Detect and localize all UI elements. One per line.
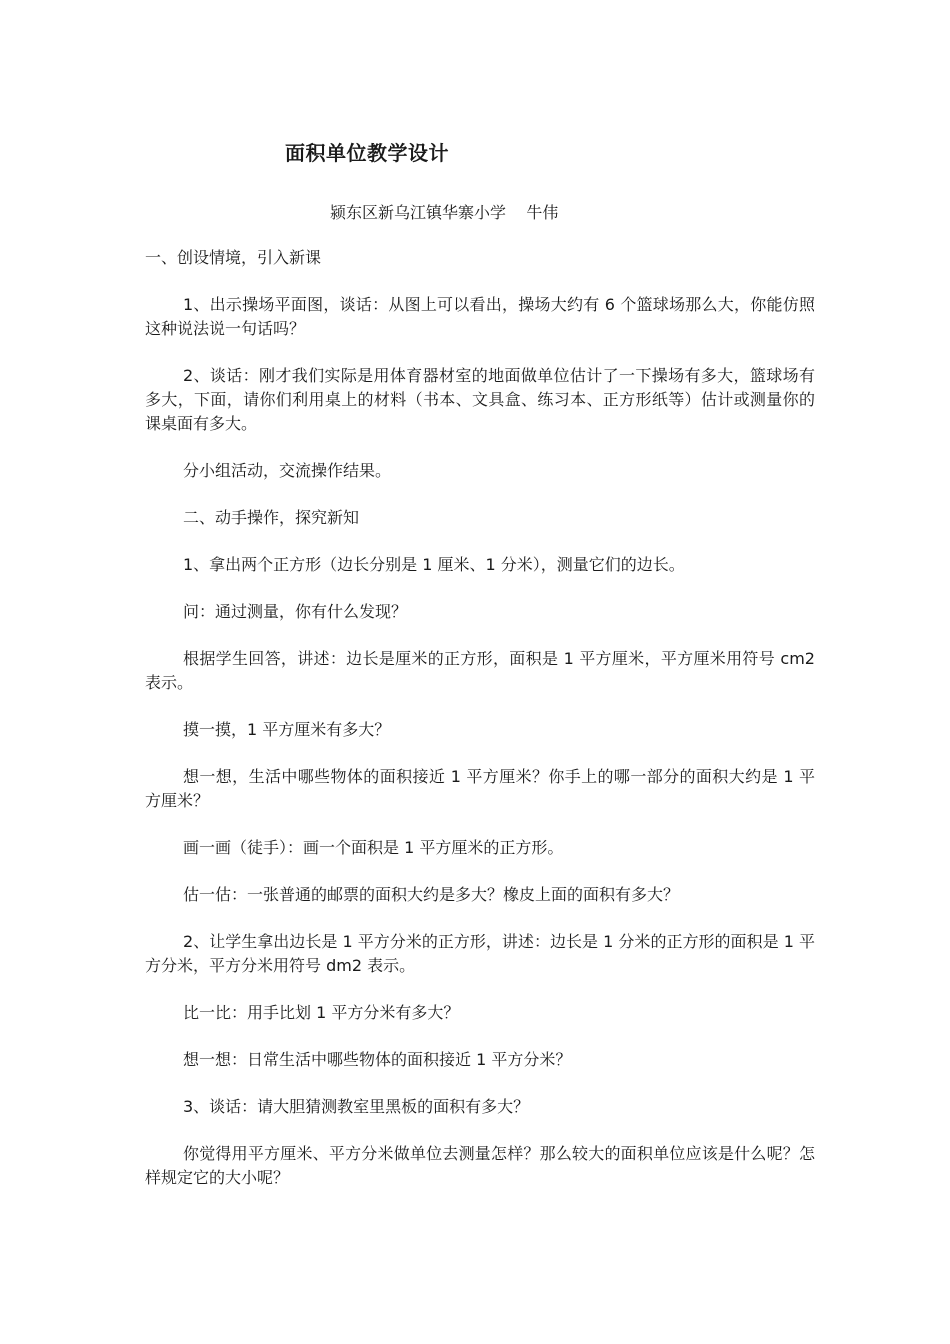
paragraph: 1、拿出两个正方形（边长分别是 1 厘米、1 分米），测量它们的边长。 xyxy=(183,555,685,574)
paragraph: 摸一摸，1 平方厘米有多大？ xyxy=(183,720,391,739)
paragraph: 1、出示操场平面图，谈话：从图上可以看出，操场大约有 6 个篮球场那么大，你能仿照这种说法说一句话吗？ xyxy=(145,295,815,338)
paragraph: 2、让学生拿出边长是 1 平方分米的正方形，讲述：边长是 1 分米的正方形的面积是 1 平方分米，平方分米用符号 dm2 表示。 xyxy=(145,932,815,975)
section-heading: 二、动手操作，探究新知 xyxy=(183,508,360,527)
paragraph: 根据学生回答，讲述：边长是厘米的正方形，面积是 1 平方厘米，平方厘米用符号 cm2 表示。 xyxy=(145,649,815,692)
paragraph: 想一想：日常生活中哪些物体的面积接近 1 平方分米？ xyxy=(183,1050,572,1069)
document-title: 面积单位教学设计 xyxy=(285,141,449,165)
paragraph: 你觉得用平方厘米、平方分米做单位去测量怎样？那么较大的面积单位应该是什么呢？怎样规定它的大小呢？ xyxy=(145,1144,815,1187)
paragraph: 2、谈话：刚才我们实际是用体育器材室的地面做单位估计了一下操场有多大，篮球场有多大，下面，请你们利用桌上的材料（书本、文具盒、练习本、正方形纸等）估计或测量你的课桌面有多大。 xyxy=(145,366,815,433)
paragraph: 3、谈话：请大胆猜测教室里黑板的面积有多大？ xyxy=(183,1097,530,1116)
section-heading: 一、创设情境，引入新课 xyxy=(145,248,322,267)
document-body xyxy=(145,246,815,1213)
paragraph: 估一估：一张普通的邮票的面积大约是多大？橡皮上面的面积有多大？ xyxy=(183,885,680,904)
paragraph: 比一比：用手比划 1 平方分米有多大？ xyxy=(183,1003,460,1022)
paragraph: 分小组活动，交流操作结果。 xyxy=(183,461,392,480)
paragraph: 问：通过测量，你有什么发现？ xyxy=(183,602,408,621)
paragraph: 想一想，生活中哪些物体的面积接近 1 平方厘米？你手上的哪一部分的面积大约是 1 平方厘米？ xyxy=(145,767,815,810)
paragraph: 画一画（徒手）：画一个面积是 1 平方厘米的正方形。 xyxy=(183,838,564,857)
author-line: 颍东区新乌江镇华寨小学 牛伟 xyxy=(330,203,559,222)
